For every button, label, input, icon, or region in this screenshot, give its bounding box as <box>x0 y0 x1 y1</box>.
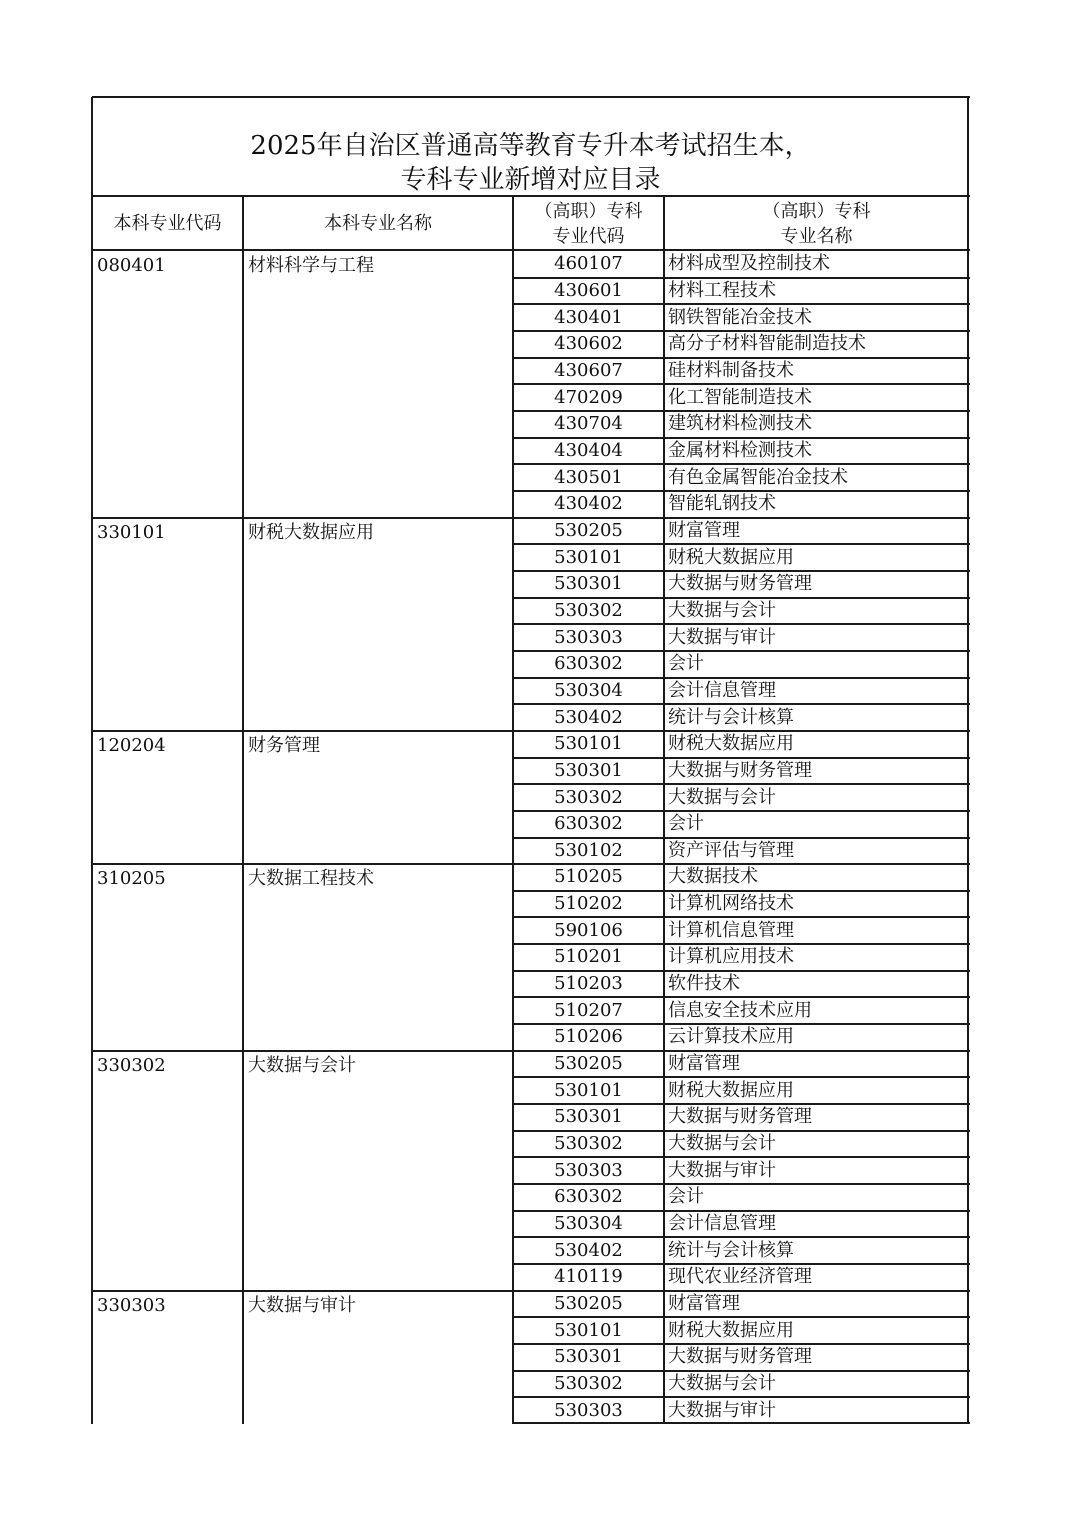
college-major-code: 530402 <box>554 1239 623 1261</box>
bachelor-major-name: 材料科学与工程 <box>248 255 374 276</box>
college-major-code: 530304 <box>554 679 623 701</box>
college-major-name: 钢铁智能冶金技术 <box>668 306 812 328</box>
grid-line-horizontal <box>513 1103 970 1105</box>
college-major-name: 建筑材料检测技术 <box>668 413 812 435</box>
college-major-code: 530301 <box>554 573 623 595</box>
bachelor-major-code: 080401 <box>97 255 166 276</box>
grid-line-horizontal <box>92 730 970 732</box>
college-major-name: 大数据与会计 <box>668 1133 776 1155</box>
grid-line-horizontal <box>92 96 970 98</box>
page-title-line-1: 2025年自治区普通高等教育专升本考试招生本， <box>250 131 811 161</box>
college-major-name: 大数据与审计 <box>668 1399 776 1421</box>
college-major-name: 硅材料制备技术 <box>668 359 794 381</box>
grid-line-horizontal <box>513 1370 970 1372</box>
grid-line-horizontal <box>513 890 970 892</box>
grid-line-horizontal <box>513 1343 970 1345</box>
grid-line-horizontal <box>92 195 970 197</box>
college-major-code: 530205 <box>554 1293 623 1315</box>
college-major-name: 大数据与会计 <box>668 599 776 621</box>
college-major-name: 财富管理 <box>668 1053 740 1075</box>
college-major-code: 530101 <box>554 546 623 568</box>
college-major-name: 会计 <box>668 653 704 675</box>
bachelor-major-name: 大数据与审计 <box>248 1294 356 1316</box>
header-college-code-line-2: 专业代码 <box>552 225 625 247</box>
header-bachelor-code-label: 本科专业代码 <box>113 213 222 234</box>
grid-line-horizontal <box>513 970 970 972</box>
college-major-name: 大数据与财务管理 <box>668 759 812 781</box>
college-major-code: 430501 <box>554 466 623 488</box>
grid-line-horizontal <box>513 943 970 945</box>
college-major-name: 会计信息管理 <box>668 679 776 701</box>
college-major-code: 530301 <box>554 1346 623 1368</box>
grid-line-horizontal <box>513 1183 970 1185</box>
grid-line-horizontal <box>513 543 970 545</box>
bachelor-major-code: 330302 <box>97 1054 166 1076</box>
grid-line-horizontal <box>513 1076 970 1078</box>
grid-line-horizontal <box>513 623 970 625</box>
college-major-code: 410119 <box>554 1266 623 1288</box>
page-title-line-2: 专科专业新增对应目录 <box>400 165 661 195</box>
college-major-code: 530302 <box>554 786 623 808</box>
grid-line-horizontal <box>513 650 970 652</box>
college-major-name: 财富管理 <box>668 519 740 541</box>
college-major-code: 430607 <box>554 359 623 381</box>
college-major-code: 530303 <box>554 1159 623 1181</box>
grid-line-horizontal <box>513 1156 970 1158</box>
college-major-name: 财税大数据应用 <box>668 1319 794 1341</box>
bachelor-major-code: 330303 <box>97 1294 166 1316</box>
grid-line-horizontal <box>513 837 970 839</box>
college-major-code: 510205 <box>554 866 623 888</box>
college-major-name: 计算机网络技术 <box>668 893 794 915</box>
college-major-code: 530101 <box>554 1079 623 1101</box>
college-major-name: 会计 <box>668 813 704 835</box>
college-major-name: 有色金属智能冶金技术 <box>668 466 848 488</box>
college-major-name: 统计与会计核算 <box>668 1239 794 1261</box>
header-college-code-line-1: （高职）专科 <box>534 200 643 222</box>
college-major-code: 430401 <box>554 306 623 328</box>
college-major-name: 信息安全技术应用 <box>668 999 812 1021</box>
bachelor-major-name: 财税大数据应用 <box>248 521 374 543</box>
bachelor-major-name: 大数据工程技术 <box>248 868 374 890</box>
college-major-name: 大数据与审计 <box>668 626 776 648</box>
college-major-code: 470209 <box>554 386 623 408</box>
college-major-name: 材料成型及控制技术 <box>668 253 830 275</box>
grid-line-horizontal <box>513 783 970 785</box>
grid-line-horizontal <box>92 863 970 865</box>
college-major-code: 430404 <box>554 439 623 461</box>
grid-line-horizontal <box>92 517 970 519</box>
college-major-name: 材料工程技术 <box>668 279 776 301</box>
college-major-code: 530301 <box>554 1106 623 1128</box>
bachelor-major-code: 330101 <box>97 521 166 543</box>
college-major-name: 统计与会计核算 <box>668 706 794 728</box>
college-major-code: 530303 <box>554 1399 623 1421</box>
college-major-name: 资产评估与管理 <box>668 839 794 861</box>
college-major-name: 会计 <box>668 1186 704 1208</box>
college-major-name: 计算机信息管理 <box>668 919 794 941</box>
header-college-name-line-2: 专业名称 <box>780 225 853 247</box>
college-major-name: 财税大数据应用 <box>668 1079 794 1101</box>
grid-line-horizontal <box>513 570 970 572</box>
college-major-name: 云计算技术应用 <box>668 1026 794 1048</box>
college-major-code: 530304 <box>554 1213 623 1235</box>
grid-line-horizontal <box>92 249 970 251</box>
college-major-code: 630302 <box>554 813 623 835</box>
grid-line-horizontal <box>513 437 970 439</box>
grid-line-horizontal <box>513 330 970 332</box>
college-major-name: 软件技术 <box>668 973 740 995</box>
college-major-name: 智能轧钢技术 <box>668 493 776 515</box>
grid-line-horizontal <box>513 1422 970 1424</box>
header-bachelor-name-label: 本科专业名称 <box>324 213 432 234</box>
college-major-code: 510206 <box>554 1026 623 1048</box>
header-bachelor-code <box>92 197 243 250</box>
college-major-name: 大数据与财务管理 <box>668 573 812 595</box>
college-major-name: 会计信息管理 <box>668 1213 776 1235</box>
college-major-code: 530101 <box>554 733 623 755</box>
grid-line-horizontal <box>513 463 970 465</box>
college-major-code: 430601 <box>554 279 623 301</box>
grid-line-horizontal <box>513 490 970 492</box>
college-major-code: 530101 <box>554 1319 623 1341</box>
header-college-code <box>513 197 664 250</box>
grid-line-horizontal <box>92 1050 970 1052</box>
college-major-name: 金属材料检测技术 <box>668 439 812 461</box>
grid-line-horizontal <box>513 383 970 385</box>
college-major-code: 510207 <box>554 999 623 1021</box>
bachelor-major-code: 310205 <box>97 868 166 890</box>
grid-line-horizontal <box>513 303 970 305</box>
college-major-code: 530302 <box>554 599 623 621</box>
college-major-code: 530205 <box>554 1053 623 1075</box>
college-major-name: 财富管理 <box>668 1293 740 1315</box>
college-major-code: 530102 <box>554 839 623 861</box>
grid-line-vertical <box>663 197 665 1424</box>
college-major-code: 630302 <box>554 1186 623 1208</box>
college-major-code: 510202 <box>554 893 623 915</box>
grid-line-horizontal <box>513 677 970 679</box>
grid-line-vertical <box>512 197 514 1424</box>
college-major-code: 630302 <box>554 653 623 675</box>
header-college-name-line-1: （高职）专科 <box>762 200 871 222</box>
college-major-code: 530302 <box>554 1133 623 1155</box>
bachelor-major-name: 财务管理 <box>248 734 320 756</box>
grid-line-horizontal <box>513 996 970 998</box>
grid-line-vertical <box>967 97 969 1424</box>
grid-line-horizontal <box>513 1210 970 1212</box>
college-major-code: 530302 <box>554 1373 623 1394</box>
college-major-name: 大数据技术 <box>668 866 758 888</box>
grid-line-horizontal <box>513 1023 970 1025</box>
grid-line-vertical <box>242 197 244 1424</box>
grid-line-horizontal <box>513 357 970 359</box>
grid-line-horizontal <box>513 410 970 412</box>
grid-line-horizontal <box>513 1130 970 1132</box>
college-major-code: 430704 <box>554 413 623 435</box>
college-major-code: 590106 <box>554 919 623 941</box>
college-major-name: 化工智能制造技术 <box>668 386 812 408</box>
college-major-name: 现代农业经济管理 <box>668 1266 812 1288</box>
grid-line-horizontal <box>513 1316 970 1318</box>
college-major-name: 大数据与会计 <box>668 786 776 808</box>
grid-line-horizontal <box>513 1263 970 1265</box>
college-major-code: 430602 <box>554 333 623 355</box>
grid-line-horizontal <box>513 916 970 918</box>
bachelor-major-name: 大数据与会计 <box>248 1054 356 1076</box>
college-major-name: 大数据与财务管理 <box>668 1346 812 1368</box>
college-major-code: 510201 <box>554 946 623 968</box>
college-major-code: 530402 <box>554 706 623 728</box>
grid-line-horizontal <box>513 1236 970 1238</box>
grid-line-horizontal <box>92 1290 970 1292</box>
college-major-code: 530303 <box>554 626 623 648</box>
grid-line-horizontal <box>513 757 970 759</box>
bachelor-major-code: 120204 <box>97 734 166 756</box>
college-major-name: 高分子材料智能制造技术 <box>668 333 866 355</box>
college-major-code: 530301 <box>554 759 623 781</box>
grid-line-horizontal <box>513 703 970 705</box>
college-major-name: 大数据与审计 <box>668 1159 776 1181</box>
grid-line-horizontal <box>513 277 970 279</box>
college-major-code: 530205 <box>554 519 623 541</box>
grid-line-horizontal <box>513 597 970 599</box>
grid-line-horizontal <box>513 1396 970 1398</box>
college-major-name: 大数据与财务管理 <box>668 1106 812 1128</box>
grid-line-horizontal <box>513 810 970 812</box>
college-major-name: 计算机应用技术 <box>668 946 794 968</box>
college-major-code: 430402 <box>554 493 623 515</box>
grid-line-vertical <box>91 97 93 1424</box>
header-bachelor-name <box>243 197 513 250</box>
college-major-name: 大数据与会计 <box>668 1373 776 1394</box>
college-major-name: 财税大数据应用 <box>668 546 794 568</box>
college-major-code: 510203 <box>554 973 623 995</box>
header-college-name <box>664 197 969 250</box>
college-major-code: 460107 <box>554 253 623 275</box>
college-major-name: 财税大数据应用 <box>668 733 794 755</box>
